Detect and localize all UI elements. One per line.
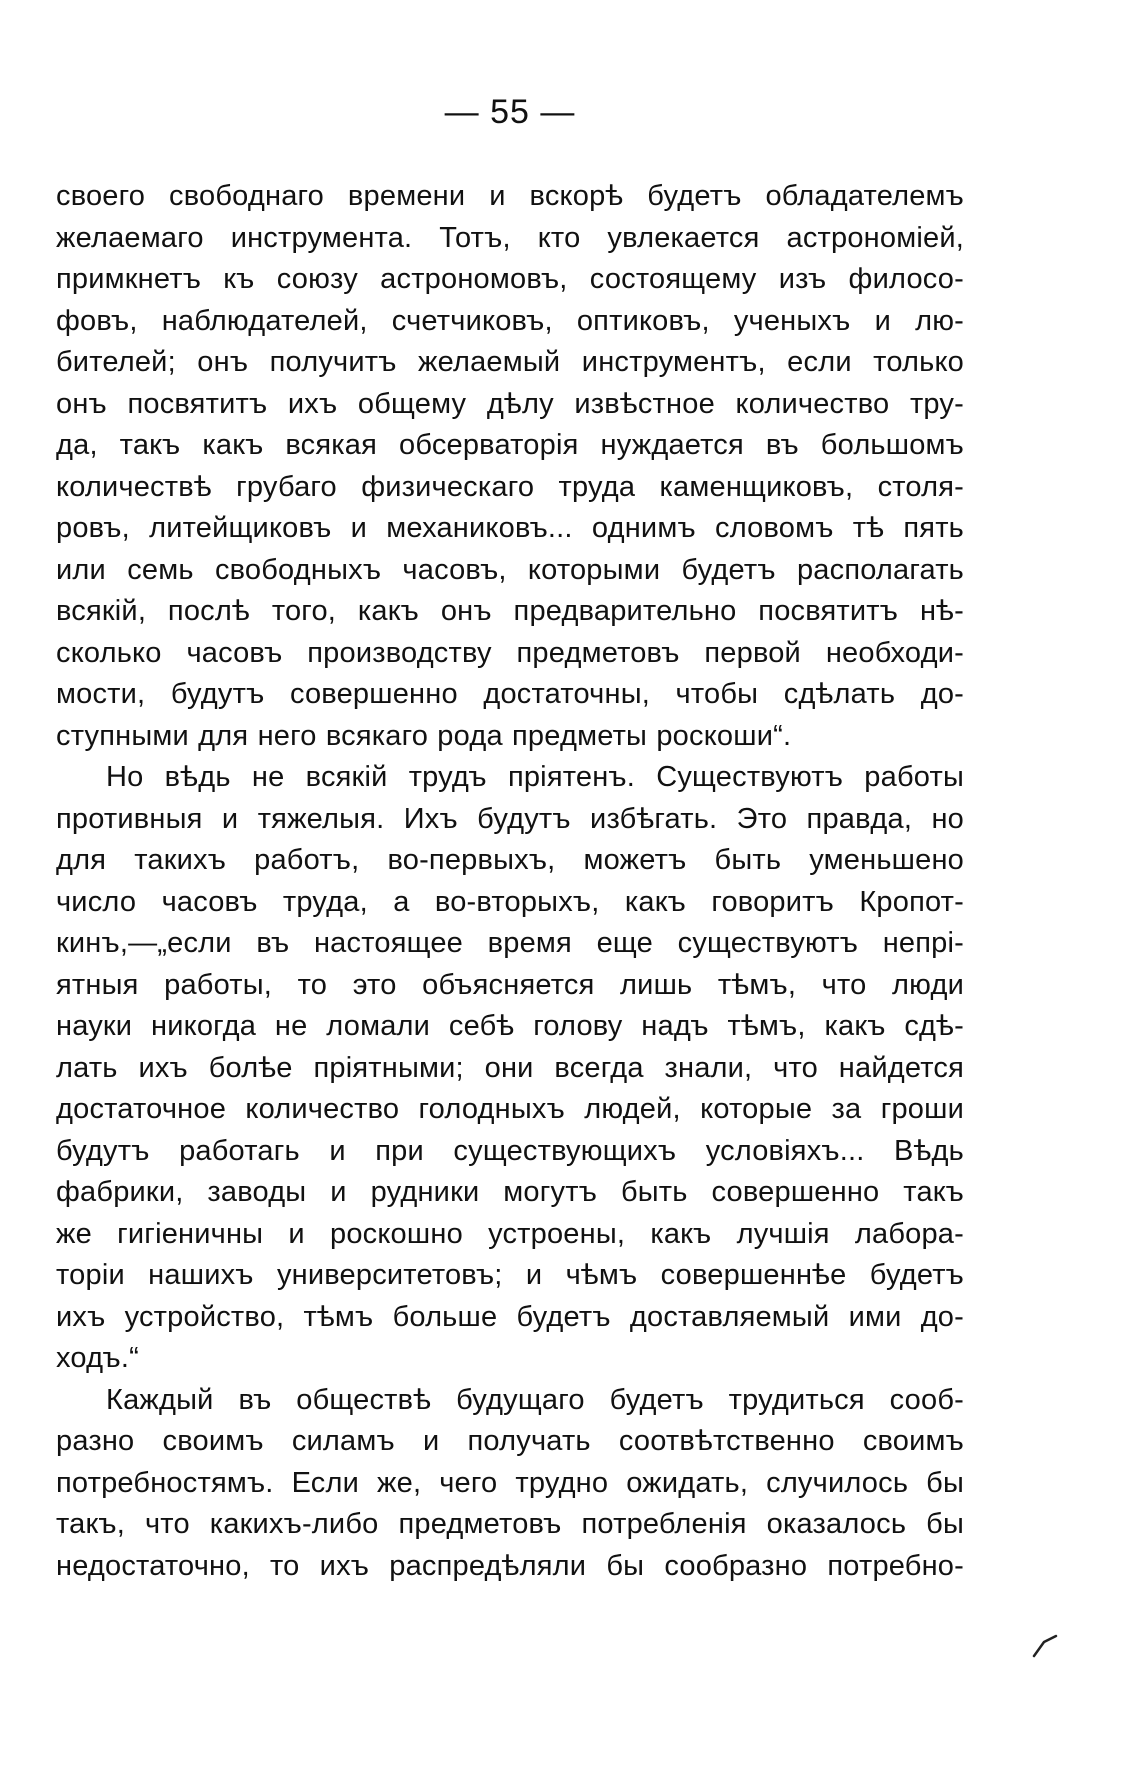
text-line: ходъ.“ (56, 1342, 139, 1374)
text-line: всякій, послѣ того, какъ онъ предварительно посвятитъ нѣ- (56, 595, 964, 627)
text-line: для такихъ работъ, во-первыхъ, можетъ быть уменьшено (56, 844, 964, 876)
text-line: ихъ устройство, тѣмъ больше будетъ доставляемый ими до- (56, 1300, 964, 1333)
text-line: онъ посвятитъ ихъ общему дѣлу извѣстное количество тру- (56, 387, 964, 420)
text-line: Каждый въ обществѣ будущаго будетъ трудиться сооб- (106, 1383, 964, 1416)
text-line: сколько часовъ производству предметовъ первой необходи- (56, 636, 964, 669)
text-line: науки никогда не ломали себѣ голову надъ тѣмъ, какъ сдѣ- (56, 1010, 964, 1042)
paragraph-1 (56, 176, 964, 757)
text-line: желаемаго инструмента. Тотъ, кто увлекается астрономіей, (56, 221, 964, 254)
text-line: число часовъ труда, а во-вторыхъ, какъ говоритъ Кропот- (56, 885, 964, 918)
text-line: ятныя работы, то это объясняется лишь тѣмъ, что люди (56, 968, 964, 1001)
text-line: противныя и тяжелыя. Ихъ будутъ избѣгать. Это правда, но (56, 802, 964, 835)
text-line: или семь свободныхъ часовъ, которыми будетъ располагать (56, 553, 964, 586)
text-line: потребностямъ. Если же, чего трудно ожидать, случилось бы (56, 1466, 964, 1499)
text-line: да, такъ какъ всякая обсерваторія нуждается въ большомъ (56, 429, 964, 461)
page-number: — 55 — (444, 93, 576, 131)
text-line: количествѣ грубаго физическаго труда каменщиковъ, столя- (56, 470, 964, 503)
text-line: кинъ,—„если въ настоящее время еще существуютъ непрі- (56, 927, 964, 959)
paragraph-3 (56, 1380, 964, 1588)
text-line: лать ихъ болѣе пріятными; они всегда знали, что найдется (56, 1051, 964, 1084)
text-line: разно своимъ силамъ и получать соотвѣтственно своимъ (56, 1425, 964, 1457)
text-line: недостаточно, то ихъ распредѣляли бы сообразно потребно- (56, 1549, 964, 1582)
pen-stroke-mark (1030, 1630, 1060, 1660)
text-line: бителей; онъ получитъ желаемый инструментъ, если только (56, 346, 964, 378)
text-line: своего свободнаго времени и вскорѣ будетъ обладателемъ (56, 180, 964, 212)
text-line: же гигіеничны и роскошно устроены, какъ лучшія лабора- (56, 1217, 964, 1250)
text-line: достаточное количество голодныхъ людей, которые за гроши (56, 1093, 964, 1125)
text-line: Но вѣдь не всякій трудъ пріятенъ. Существуютъ работы (106, 761, 964, 793)
text-line: ровъ, литейщиковъ и механиковъ... однимъ словомъ тѣ пять (56, 512, 964, 544)
text-line: фабрики, заводы и рудники могутъ быть совершенно такъ (56, 1176, 964, 1208)
text-line: торіи нашихъ университетовъ; и чѣмъ совершеннѣе будетъ (56, 1259, 964, 1291)
paragraph-2 (56, 757, 964, 1380)
text-line: будутъ работагь и при существующихъ условіяхъ... Вѣдь (56, 1134, 964, 1167)
text-line: такъ, что какихъ-либо предметовъ потребленія оказалось бы (56, 1508, 964, 1540)
text-line: мости, будутъ совершенно достаточны, чтобы сдѣлать до- (56, 678, 964, 710)
text-line: ступными для него всякаго рода предметы роскоши“. (56, 719, 792, 752)
body-text (56, 176, 964, 1587)
text-line: примкнетъ къ союзу астрономовъ, состоящему изъ филосо- (56, 263, 964, 295)
text-line: фовъ, наблюдателей, счетчиковъ, оптиковъ, ученыхъ и лю- (56, 304, 964, 337)
